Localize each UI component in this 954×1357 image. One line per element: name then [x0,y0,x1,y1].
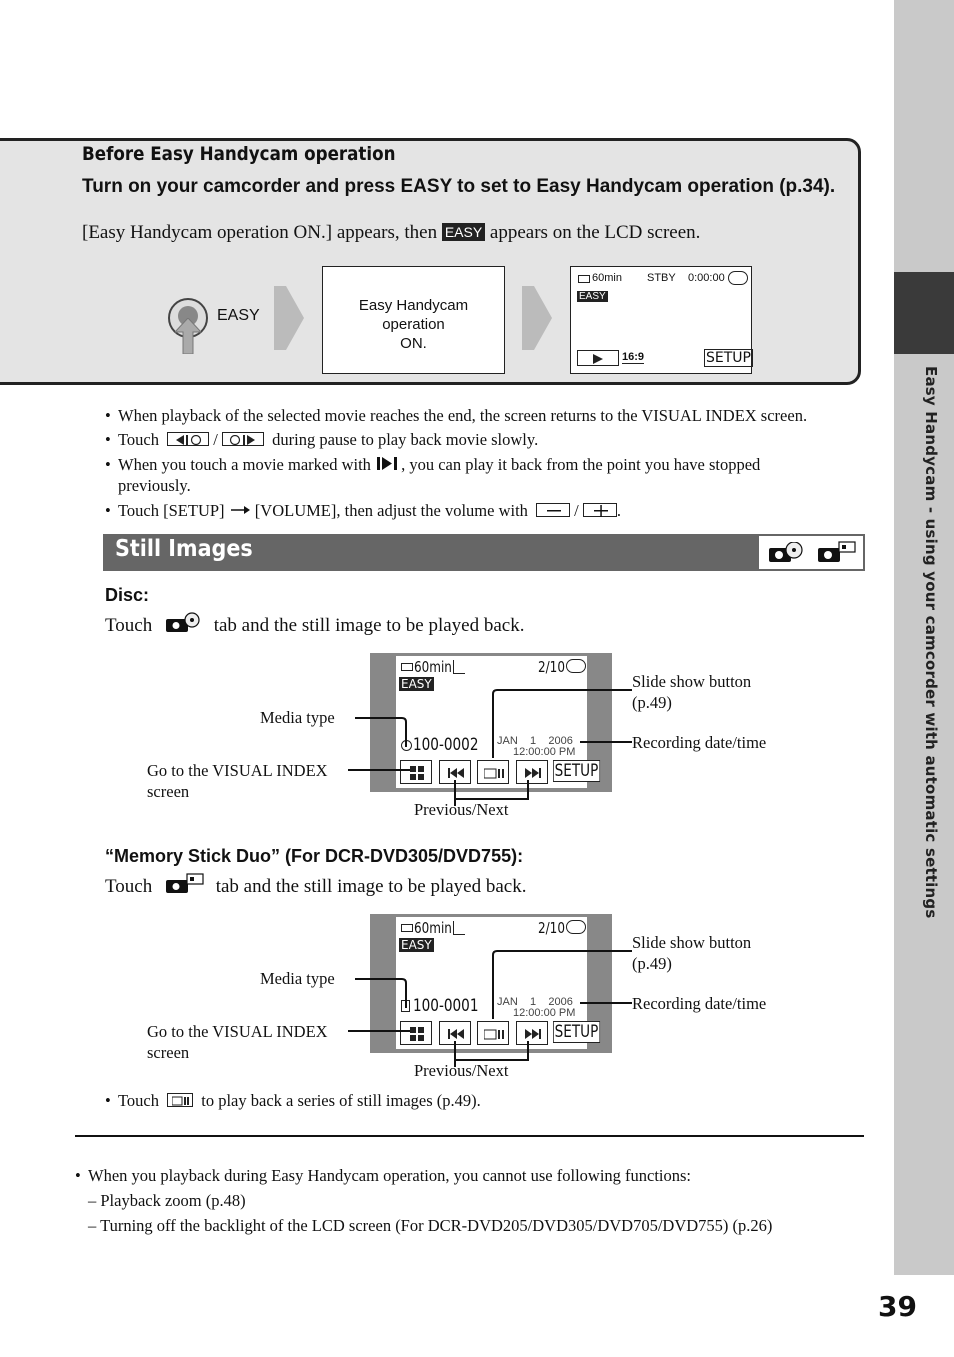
memory-stick-instruction [105,873,526,898]
bullet-text-start: Touch [118,1091,160,1110]
callout-recording-date: Recording date/time [632,733,767,752]
disc-camera-icon [163,612,203,634]
note-item: – Turning off the backlight of the LCD screen (For DCR-DVD205/DVD305/DVD705/DVD755) (p.26) [88,1216,773,1235]
slide-show-icon [172,1096,190,1106]
memory-stick-camera-icon [163,873,205,895]
disc-subheading: Disc: [105,585,150,605]
callout-previous-next: Previous/Next [414,800,509,819]
slow-reverse-button[interactable] [167,432,209,446]
setup-button[interactable]: SETUP [554,1022,599,1042]
setup-button[interactable]: SETUP [554,761,599,781]
bullet-mark: • [105,1091,111,1110]
lcd-line: Easy Handycam [358,297,469,314]
screen-file-number: 100-0002 [413,735,479,755]
callout-visual-index: Go to the VISUAL INDEX [147,1022,328,1041]
before-section-heading: Turn on your camcorder and press EASY to set to Easy Handycam operation (p.34). [82,176,836,197]
bullet-text-start: Touch [SETUP] [118,501,225,520]
bullet-mark: • [105,406,111,425]
lcd-line: ON. [400,335,427,352]
before-section-text [82,222,700,244]
callout-visual-index-cont: screen [147,1043,190,1062]
bullet-mark: • [75,1166,81,1185]
callout-visual-index: Go to the VISUAL INDEX [147,761,328,780]
screen-file-number: 100-0001 [413,996,479,1016]
before-text-end: appears on the LCD screen. [489,222,701,243]
play-icon [593,354,605,364]
callout-recording-date: Recording date/time [632,994,767,1013]
screen-date: JAN 1 2006 [497,996,573,1008]
lcd-line: operation [382,316,445,333]
arrow-right-icon [229,505,251,515]
press-arrow-icon [175,318,201,354]
section-divider [75,1135,864,1137]
touch-word: Touch [105,615,153,636]
bullet-text-end: during pause to play back movie slowly. [272,430,539,449]
screen-battery: 60min [414,919,452,937]
plus-icon [594,505,608,517]
disc-camera-icon [768,542,804,564]
bullet-text: Touch [SETUP] [VOLUME], then adjust the volume with / . [118,501,622,520]
bullet-mark: • [105,455,111,474]
battery-icon [578,275,590,283]
disc-instruction [105,612,524,637]
before-section-title: Before Easy Handycam operation [82,143,396,165]
note-text: When you playback during Easy Handycam operation, you cannot use following functions: [88,1166,692,1185]
disc-instruction-text: tab and the still image to be played back. [213,615,525,636]
bullet-text: Touch / during pause to play back movie slowly. [118,430,539,449]
lcd-battery: 60min [592,272,622,284]
lcd-easy-on-text [322,296,505,353]
slow-forward-icon [229,435,259,445]
setup-button[interactable]: SETUP [706,350,751,366]
flow-arrow-icon [274,286,304,350]
bullet-text-start: When you touch a movie marked with [118,455,371,474]
screen-time: 12:00:00 PM [513,746,576,758]
bullet-mark: • [105,501,111,520]
callout-slide-show: Slide show button [632,672,752,691]
callout-slide-show-ref: (p.49) [632,954,672,973]
bullet-text-mid: [VOLUME], then adjust the volume with [254,501,528,520]
flow-arrow-icon [522,286,552,350]
lcd-aspect: 16:9 [622,351,645,363]
bullet-text-cont: previously. [118,476,191,495]
bullet-text [118,1090,481,1111]
side-tab-text: Easy Handycam - using your camcorder with automatic settings [922,366,940,919]
memory-stick-instruction-text: tab and the still image to be played back. [215,876,527,897]
slow-forward-button[interactable] [222,432,264,446]
callout-visual-index-cont: screen [147,782,190,801]
bullet-text-start: Touch [118,430,160,449]
volume-minus-button[interactable] [536,503,570,517]
before-text-start: [Easy Handycam operation ON.] appears, then [82,222,438,243]
lcd-time: 0:00:00 [688,272,725,284]
callout-media-type: Media type [260,708,335,727]
screen-time: 12:00:00 PM [513,1007,576,1019]
lcd-easy-badge: EASY [579,291,606,302]
lcd-status: STBY [647,272,676,284]
easy-button-label: EASY [217,307,260,324]
memory-stick-camera-icon [817,541,857,563]
play-button[interactable] [577,350,619,366]
bullet-text-mid: , you can play it back from the point you have stopped [401,455,761,474]
screen-counter: 2/10 [538,919,565,937]
note-item: – Playback zoom (p.48) [88,1191,246,1210]
screen-battery: 60min [414,658,452,676]
callout-slide-show: Slide show button [632,933,752,952]
slide-show-button[interactable] [167,1093,193,1107]
screen2-callout-lines [340,911,640,1071]
resume-mark-icon [375,456,401,471]
bullet-text [118,454,760,475]
bullet-mark: • [105,430,111,449]
callout-previous-next: Previous/Next [414,1061,509,1080]
screen-easy-badge: EASY [401,938,432,952]
bullet-text: When playback of the selected movie reaches the end, the screen returns to the VISUAL INDEX screen. [118,406,808,425]
screen1-callout-lines [340,650,640,810]
easy-badge: EASY [442,223,485,241]
dvd-video-icon [728,271,748,285]
screen-easy-badge: EASY [401,677,432,691]
callout-slide-show-ref: (p.49) [632,693,672,712]
page-number: 39 [878,1290,917,1323]
bullet-text-end: to play back a series of still images (p.49). [201,1091,481,1110]
screen-counter: 2/10 [538,658,565,676]
bullet-text-end: . [616,501,622,520]
touch-word: Touch [105,876,153,897]
side-tab-marker [894,272,954,354]
memory-stick-subheading: “Memory Stick Duo” (For DCR-DVD305/DVD755): [105,846,524,866]
screen-date: JAN 1 2006 [497,735,573,747]
volume-plus-button[interactable] [583,503,617,517]
still-images-title: Still Images [115,536,253,562]
callout-media-type: Media type [260,969,335,988]
minus-icon [547,510,561,512]
slow-reverse-icon [176,435,204,445]
